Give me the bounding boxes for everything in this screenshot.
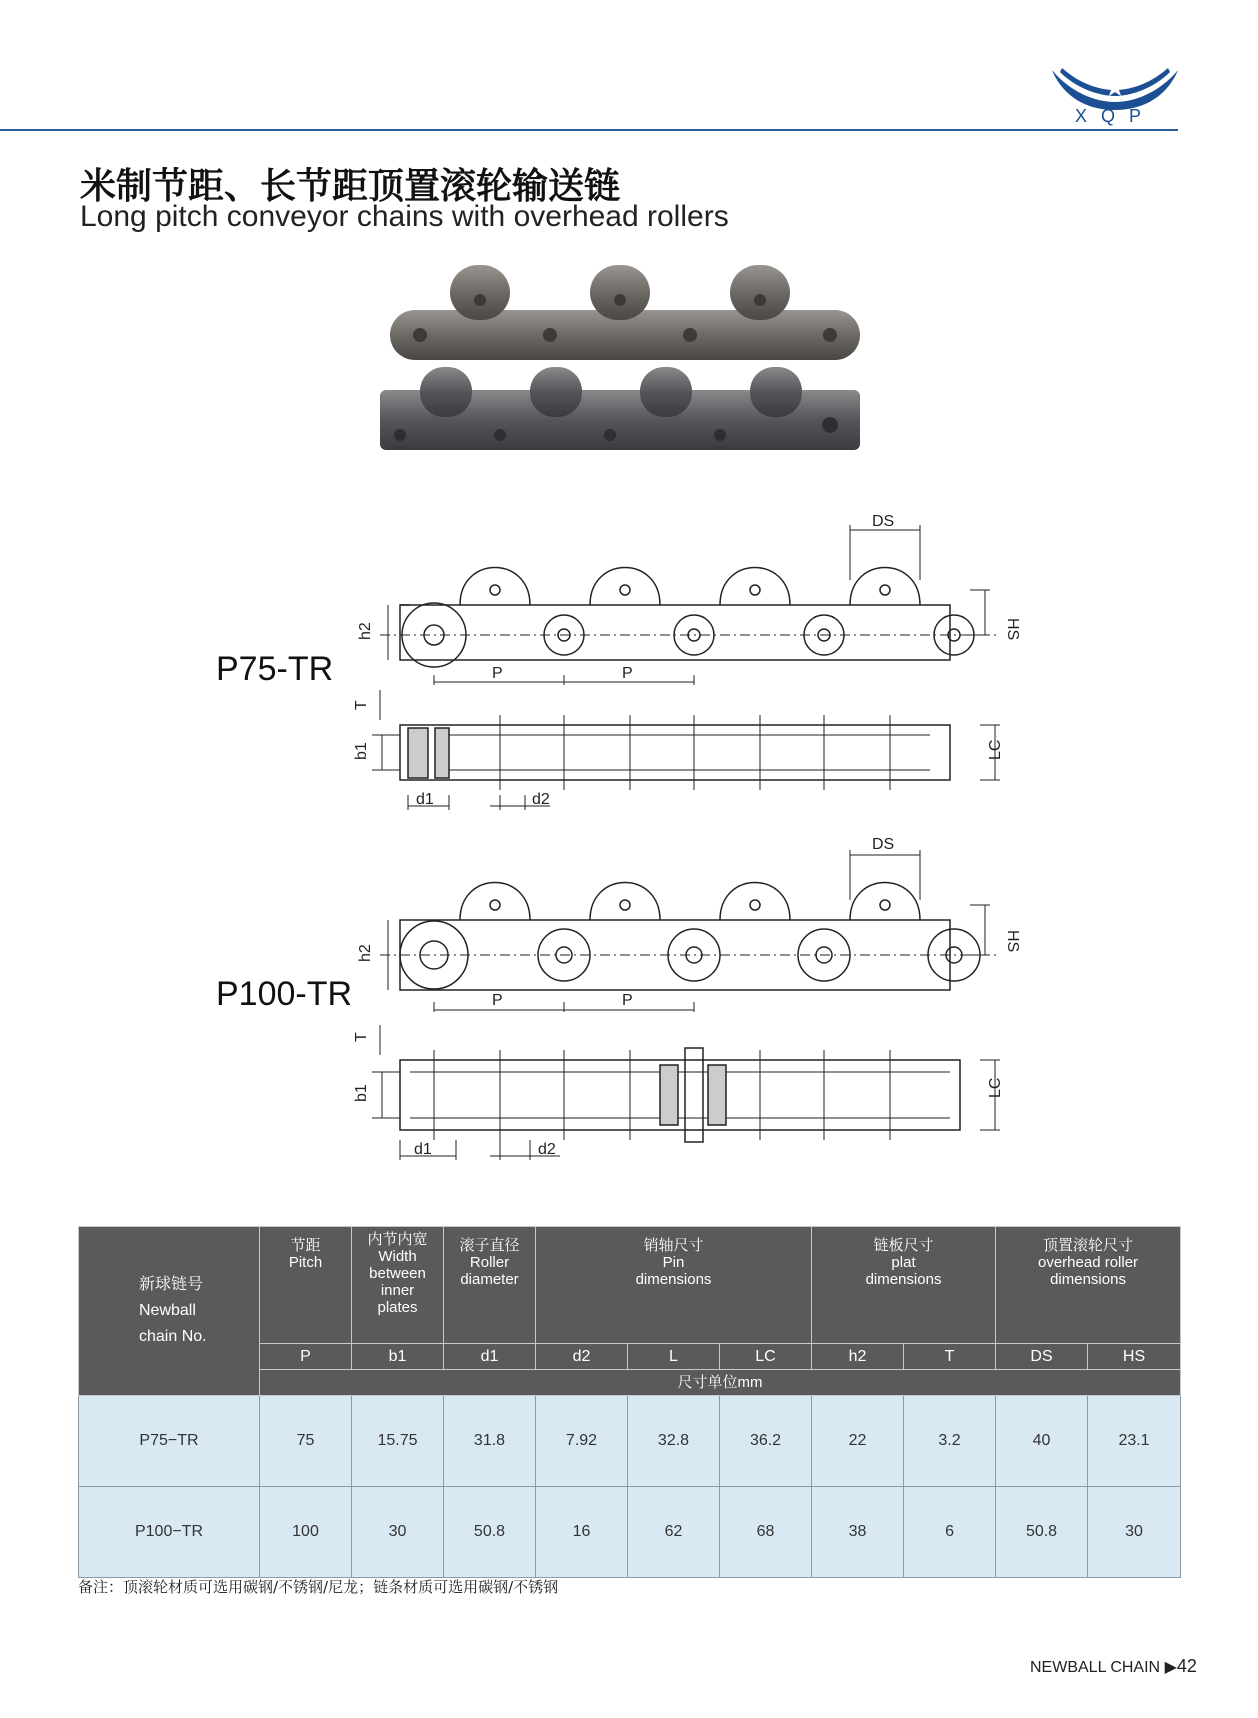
dim-label-p: P <box>492 992 503 1009</box>
symbol-cell: HS <box>1088 1344 1181 1370</box>
symbol-cell: T <box>904 1344 996 1370</box>
table-cell: 62 <box>628 1487 720 1578</box>
dim-label-hs: HS <box>1004 618 1021 641</box>
page-title-en: Long pitch conveyor chains with overhead rollers <box>80 200 729 233</box>
symbol-cell: h2 <box>812 1344 904 1370</box>
table-cell: 30 <box>352 1487 444 1578</box>
table-cell: 32.8 <box>628 1396 720 1487</box>
dim-label-d2: d2 <box>538 1141 556 1158</box>
dim-label-lc: LC <box>987 739 1004 760</box>
dim-label-b1: b1 <box>353 1084 370 1102</box>
table-cell: 100 <box>260 1487 352 1578</box>
table-cell: 15.75 <box>352 1396 444 1487</box>
logo-text: XQP <box>1074 106 1155 126</box>
table-cell: P75−TR <box>79 1396 260 1487</box>
header-plat-dimensions: 链板尺寸 plat dimensions <box>812 1227 996 1344</box>
header-width-inner-plates: 内节内宽 Width between inner plates <box>352 1227 444 1344</box>
dim-label-h2: h2 <box>357 622 374 640</box>
p100-tr-technical-drawing <box>353 830 1021 1170</box>
dim-label-p: P <box>622 992 633 1009</box>
symbol-cell: d1 <box>444 1344 536 1370</box>
dim-label-lc: LC <box>987 1077 1004 1098</box>
table-cell: 38 <box>812 1487 904 1578</box>
dim-label-p: P <box>492 665 503 682</box>
dim-label-p: P <box>622 665 633 682</box>
spec-table <box>78 1226 1181 1578</box>
table-row <box>79 1487 1181 1578</box>
triangle-right-icon: ▶ <box>1164 1659 1177 1676</box>
model-label-p100: P100-TR <box>216 975 353 1013</box>
dim-label-h2: h2 <box>357 944 374 962</box>
table-cell: 16 <box>536 1487 628 1578</box>
dim-label-d1: d1 <box>416 791 434 808</box>
page-number: 42 <box>1176 1656 1197 1676</box>
dim-label-d2: d2 <box>532 791 550 808</box>
dim-label-b1: b1 <box>353 742 370 760</box>
table-cell: 68 <box>720 1487 812 1578</box>
symbol-cell: L <box>628 1344 720 1370</box>
footer-brand: NEWBALL CHAIN <box>1030 1659 1161 1676</box>
symbol-cell: DS <box>996 1344 1088 1370</box>
header-newball-chain-no: 新球链号 Newball chain No. <box>79 1227 260 1396</box>
header-overhead-roller-dimensions: 顶置滚轮尺寸 overhead roller dimensions <box>996 1227 1181 1344</box>
table-cell: P100−TR <box>79 1487 260 1578</box>
dim-label-t: T <box>353 1032 370 1042</box>
table-cell: 36.2 <box>720 1396 812 1487</box>
header-roller-diameter: 滚子直径 Roller diameter <box>444 1227 536 1344</box>
dim-label-ds: DS <box>872 836 895 853</box>
table-cell: 6 <box>904 1487 996 1578</box>
header-pin-dimensions: 销轴尺寸 Pin dimensions <box>536 1227 812 1344</box>
header-divider <box>0 129 1178 131</box>
symbol-cell: d2 <box>536 1344 628 1370</box>
table-cell: 3.2 <box>904 1396 996 1487</box>
chain-product-photo <box>380 255 880 470</box>
symbol-cell: LC <box>720 1344 812 1370</box>
page-title-cn: 米制节距、长节距顶置滚轮输送链 <box>80 166 621 207</box>
table-cell: 40 <box>996 1396 1088 1487</box>
symbol-cell: b1 <box>352 1344 444 1370</box>
model-label-p75: P75-TR <box>216 650 334 688</box>
dim-label-t: T <box>353 700 370 710</box>
table-cell: 75 <box>260 1396 352 1487</box>
table-cell: 22 <box>812 1396 904 1487</box>
material-note: 备注：顶滚轮材质可选用碳钢/不锈钢/尼龙；链条材质可选用碳钢/不锈钢 <box>78 1578 559 1596</box>
dim-label-ds: DS <box>872 513 895 530</box>
unit-label: 尺寸单位mm <box>260 1370 1181 1396</box>
table-cell: 50.8 <box>996 1487 1088 1578</box>
dim-label-d1: d1 <box>414 1141 432 1158</box>
table-cell: 31.8 <box>444 1396 536 1487</box>
table-cell: 23.1 <box>1088 1396 1181 1487</box>
table-cell: 50.8 <box>444 1487 536 1578</box>
dim-label-hs: HS <box>1004 930 1021 953</box>
symbol-cell: P <box>260 1344 352 1370</box>
header-pitch: 节距 Pitch <box>260 1227 352 1344</box>
p75-tr-technical-drawing <box>353 510 1021 810</box>
page-footer <box>1030 1656 1197 1677</box>
table-row <box>79 1396 1181 1487</box>
table-cell: 7.92 <box>536 1396 628 1487</box>
table-cell: 30 <box>1088 1487 1181 1578</box>
